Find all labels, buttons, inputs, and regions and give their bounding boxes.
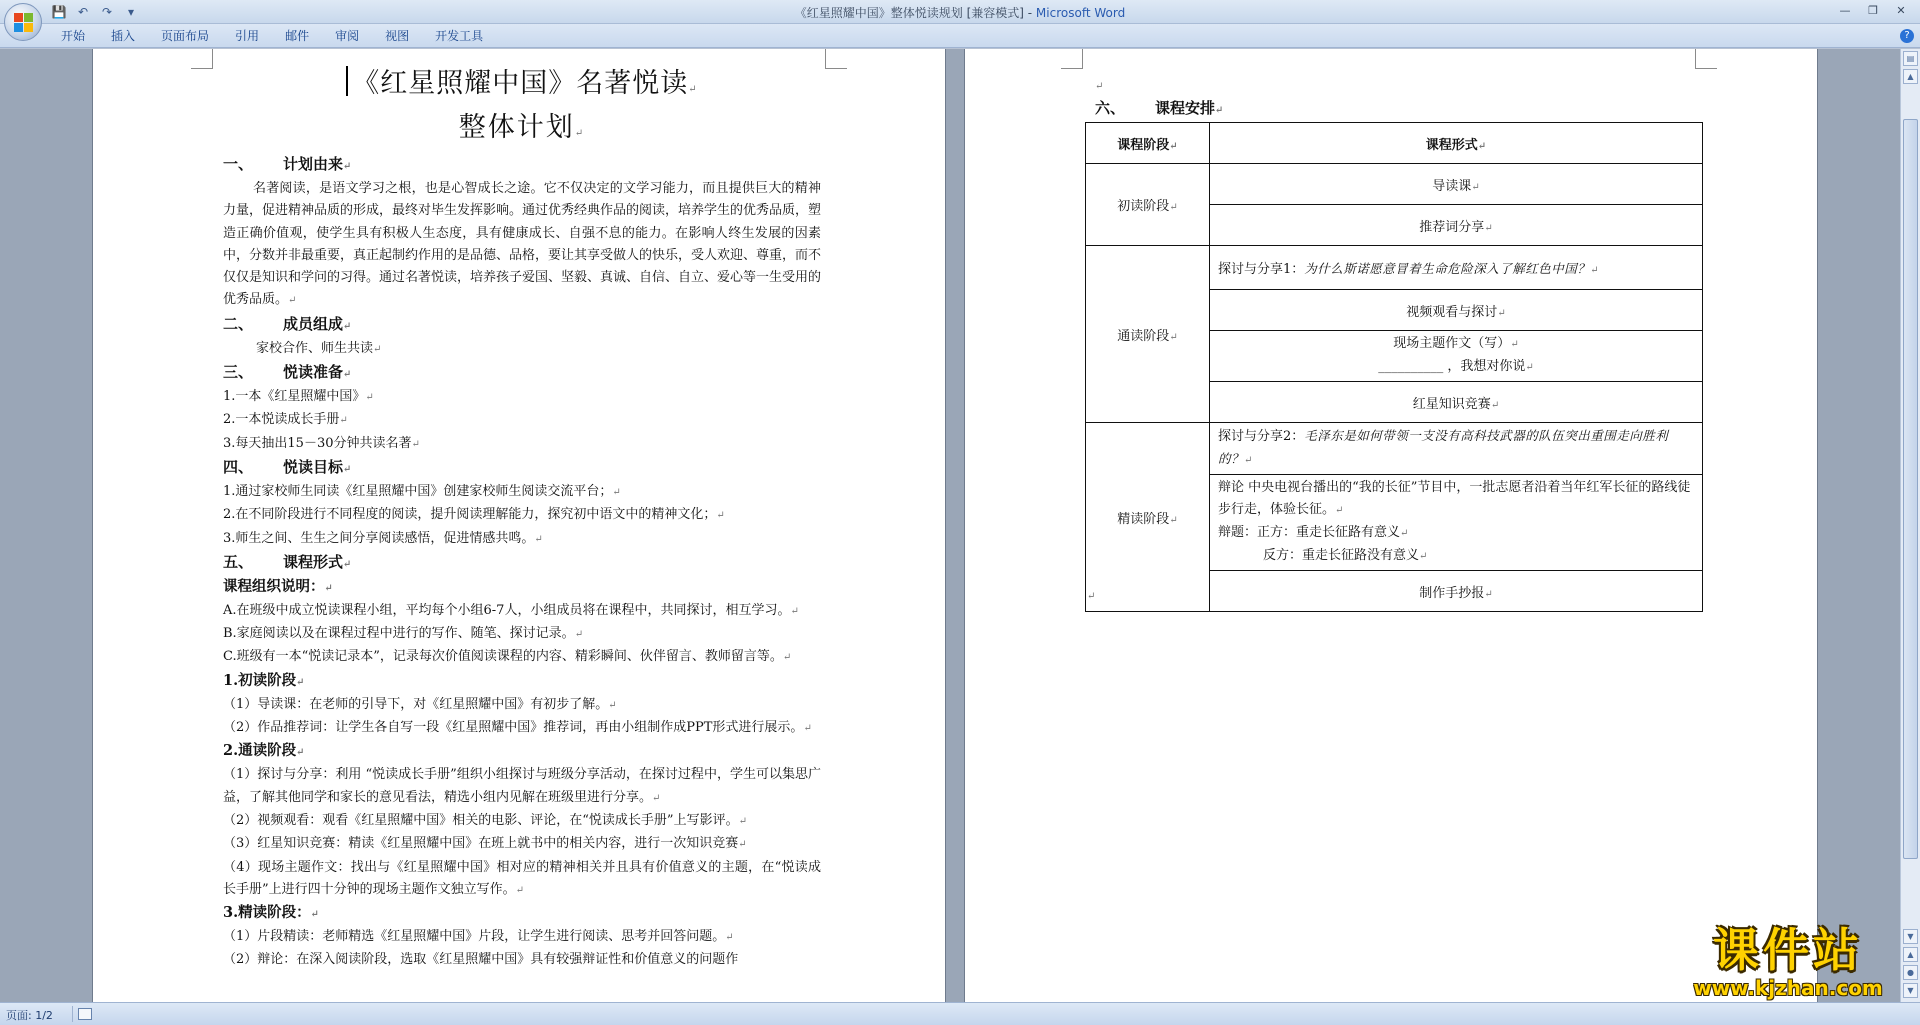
proofing-icon[interactable] xyxy=(78,1008,92,1020)
list-item: （1）探讨与分享：利用 “悦读成长手册”组织小组探讨与班级分享活动，在探讨过程中，学生可以集思广益，了解其他同学和家长的意见看法，精选小组内见解在班级里进行分享。↵ xyxy=(223,767,821,805)
list-item: 2.在不同阶段进行不同程度的阅读，提升阅读理解能力，探究初中语文中的精神文化；↵ xyxy=(223,507,725,523)
list-item: （2）视频观看：观看《红星照耀中国》相关的电影、评论，在“悦读成长手册”上写影评。↵ xyxy=(223,812,747,828)
document-workspace[interactable] xyxy=(0,49,1900,1002)
para-mark: ↵ xyxy=(738,839,747,851)
app-name: Microsoft Word xyxy=(1035,6,1126,20)
doc-title-line2: 整体计划↵ xyxy=(458,112,586,143)
tab-references[interactable]: 引用 xyxy=(235,29,260,43)
table-row xyxy=(1086,423,1703,475)
section-heading-2: 二、 成员组成↵ xyxy=(223,314,352,333)
para-mark: ↵ xyxy=(1490,399,1500,411)
tab-developer[interactable]: 开发工具 xyxy=(435,29,484,43)
para-mark: ↵ xyxy=(1400,528,1409,539)
para-mark: ↵ xyxy=(411,438,420,450)
list-item: 2.一本悦读成长手册↵ xyxy=(223,412,348,428)
ribbon xyxy=(0,24,1920,48)
table-cell[interactable]: 视频观看与探讨↵ xyxy=(1210,290,1703,331)
table-cell[interactable]: 导读课↵ xyxy=(1210,164,1703,205)
para-mark: ↵ xyxy=(310,909,320,921)
undo-icon[interactable]: ↶ xyxy=(77,5,89,19)
table-cell[interactable]: 制作手抄报↵ xyxy=(1210,571,1703,612)
para-mark: ↵ xyxy=(1471,181,1480,193)
next-page-button[interactable]: ▼ xyxy=(1903,983,1918,998)
scroll-thumb[interactable] xyxy=(1903,119,1918,859)
list-item: 1.通过家校师生同读《红星照耀中国》创建家校师生阅读交流平台；↵ xyxy=(223,483,621,499)
list-item: （4）现场主题作文：找出与《红星照耀中国》相对应的精神相关并且具有价值意义的主题，在“悦读成长手册”上进行四十分钟的现场主题作文独立写作。↵ xyxy=(223,859,821,897)
org-heading: 课程组织说明：↵ xyxy=(223,577,333,595)
para-mark: ↵ xyxy=(725,932,734,944)
status-divider xyxy=(72,1006,73,1022)
tab-view[interactable]: 视图 xyxy=(385,29,410,43)
para-mark: ↵ xyxy=(1484,222,1493,234)
para-mark: ↵ xyxy=(1169,202,1178,213)
table-cell[interactable]: 探讨与分享2：毛泽东是如何带领一支没有高科技武器的队伍突出重围走向胜利的？↵ xyxy=(1210,423,1703,475)
section-heading-5: 五、 课程形式↵ xyxy=(223,552,352,571)
watermark-url: www.kjzhan.com xyxy=(1693,976,1883,1000)
previous-page-button[interactable]: ▲ xyxy=(1903,947,1918,962)
scroll-down-button[interactable]: ▼ xyxy=(1903,929,1918,944)
text-cursor xyxy=(346,66,348,96)
list-item: 1.一本《红星照耀中国》↵ xyxy=(223,389,374,405)
para-mark: ↵ xyxy=(782,652,792,664)
para-mark: ↵ xyxy=(1095,81,1104,92)
list-item: B.家庭阅读以及在课程过程中进行的写作、随笔、探讨记录。↵ xyxy=(223,626,584,642)
para-mark: ↵ xyxy=(534,533,543,545)
para-mark: ↵ xyxy=(1477,140,1487,152)
page-1[interactable] xyxy=(92,49,946,1002)
window-title xyxy=(0,4,1920,21)
table-cell[interactable]: 推荐词分享↵ xyxy=(1210,205,1703,246)
para-mark: ↵ xyxy=(343,558,352,570)
para-mark: ↵ xyxy=(1510,339,1519,350)
section-heading-1: 一、 计划由来↵ xyxy=(223,155,352,173)
browse-object-button[interactable]: ● xyxy=(1903,965,1918,980)
para-mark: ↵ xyxy=(1484,588,1493,600)
stage-1-heading: 1.初读阶段↵ xyxy=(223,671,305,689)
stage-3-heading: 3.精读阶段：↵ xyxy=(223,904,320,922)
para-mark: ↵ xyxy=(1590,265,1599,276)
para-mark: ↵ xyxy=(688,84,698,95)
tab-insert[interactable]: 插入 xyxy=(111,29,136,43)
ribbon-tabs xyxy=(48,28,496,44)
list-item: A.在班级中成立悦读课程小组，平均每个小组6-7人，小组成员将在课程中，共同探讨，相互学习。↵ xyxy=(223,602,799,618)
tab-mailings[interactable]: 邮件 xyxy=(285,29,310,43)
para-mark: ↵ xyxy=(373,343,382,355)
help-icon[interactable]: ? xyxy=(1900,29,1914,43)
para-mark: ↵ xyxy=(574,629,584,641)
table-row xyxy=(1086,164,1703,205)
para-mark: ↵ xyxy=(515,884,525,896)
section-1-paragraph: 名著阅读，是语文学习之根，也是心智成长之途。它不仅决定的文学习能力，而且提供巨大的精神力量，促进精神品质的形成，最终对毕生发挥影响。通过优秀经典作品的阅读，培养学生的优秀品质，塑造正确价值观，使学生具有积极人生态度，具有健康成长、自强不息的能力。在影响人终生发展的因素中，分数并非最重要，真正起制约作用的是品德、品格，要让其享受做人的快乐，受人欢迎、尊重，而不仅仅是知识和学问的习得。通过名著悦读，培养孩子爱国、坚毅、真诚、自信、自立、爱心等一生受用的优秀品质。↵ xyxy=(223,181,822,308)
office-logo-icon xyxy=(14,13,34,33)
redo-icon[interactable]: ↷ xyxy=(101,5,113,19)
list-item: （2）辩论：在深入阅读阶段，选取《红星照耀中国》具有较强辩证性和价值意义的问题作 xyxy=(223,952,739,968)
ruler-toggle-icon[interactable]: ▤ xyxy=(1903,51,1918,66)
page-2[interactable] xyxy=(964,49,1818,1002)
table-header-stage[interactable]: 课程阶段↵ xyxy=(1086,123,1210,164)
para-mark: ↵ xyxy=(339,415,348,427)
para-mark: ↵ xyxy=(738,815,747,827)
para-mark: ↵ xyxy=(612,486,621,498)
para-mark: ↵ xyxy=(1169,514,1178,526)
table-cell[interactable]: 红星知识竞赛↵ xyxy=(1210,382,1703,423)
para-mark: ↵ xyxy=(1419,551,1428,562)
table-cell-stage-3[interactable]: 精读阶段↵ xyxy=(1086,423,1210,612)
list-item: （1）片段精读：老师精选《红星照耀中国》片段，让学生进行阅读、思考并回答问题。↵ xyxy=(223,929,734,945)
status-bar xyxy=(0,1002,1920,1025)
document-title: 《红星照耀中国》整体悦读规划 [兼容模式] - xyxy=(794,6,1036,20)
table-cell-stage-2[interactable]: 通读阶段↵ xyxy=(1086,246,1210,423)
customize-qat-icon[interactable]: ▾ xyxy=(127,5,135,19)
table-cell[interactable]: 辩论 中央电视台播出的“我的长征”节目中，一批志愿者沿着当年红军长征的路线徒步行走，体验长征。↵ 辩题：正方：重走长征路有意义↵ 反方：重走长征路没有意义↵ xyxy=(1210,475,1703,571)
schedule-table xyxy=(1085,122,1703,612)
para-mark: ↵ xyxy=(803,723,812,735)
para-mark: ↵ xyxy=(652,792,661,804)
section-heading-3: 三、 悦读准备↵ xyxy=(223,363,352,382)
margin-corner-tl xyxy=(1061,49,1083,69)
para-mark: ↵ xyxy=(574,128,586,139)
section-heading-6: 六、 课程安排↵ xyxy=(1095,99,1224,117)
list-item: （2）作品推荐词：让学生各自写一段《红星照耀中国》推荐词，再由小组制作成PPT形式进行展示。↵ xyxy=(223,720,812,736)
tab-page-layout[interactable]: 页面布局 xyxy=(161,29,210,43)
page-1-content xyxy=(223,65,821,972)
para-mark: ↵ xyxy=(296,676,305,688)
margin-corner-tr xyxy=(825,49,847,69)
para-mark: ↵ xyxy=(1169,140,1178,152)
margin-corner-tl xyxy=(191,49,213,69)
watermark-main-text: 课件站 xyxy=(1713,923,1863,977)
title-bar xyxy=(0,0,1920,24)
table-cell-stage-1[interactable]: 初读阶段↵ xyxy=(1086,164,1210,246)
para-mark: ↵ xyxy=(296,747,305,759)
list-item: 3.师生之间、生生之间分享阅读感悟，促进情感共鸣。↵ xyxy=(223,530,543,546)
margin-corner-tr xyxy=(1695,49,1717,69)
maximize-button[interactable]: ❐ xyxy=(1868,4,1878,17)
para-mark: ↵ xyxy=(1497,307,1506,319)
scroll-up-button[interactable]: ▲ xyxy=(1903,69,1918,84)
office-button[interactable] xyxy=(4,3,42,41)
close-button[interactable]: ✕ xyxy=(1896,4,1906,17)
save-icon[interactable]: 💾 xyxy=(51,5,67,19)
vertical-scrollbar[interactable] xyxy=(1900,49,1920,1002)
doc-title-line1: 《红星照耀中国》名著悦读↵ xyxy=(223,65,821,109)
window-controls xyxy=(1832,2,1914,19)
list-item: （3）红星知识竞赛：精读《红星照耀中国》在班上就书中的相关内容，进行一次知识竞赛↵ xyxy=(223,836,747,852)
para-mark: ↵ xyxy=(324,582,333,594)
para-mark: ↵ xyxy=(343,463,352,475)
para-mark: ↵ xyxy=(1335,505,1344,516)
para-mark: ↵ xyxy=(716,510,725,522)
para-mark: ↵ xyxy=(1087,591,1096,602)
para-mark: ↵ xyxy=(365,392,374,404)
page-count-status[interactable]: 页面: 1/2 xyxy=(6,1009,53,1022)
list-item: C.班级有一本“悦读记录本”，记录每次价值阅读课程的内容、精彩瞬间、伙伴留言、教师留言等。↵ xyxy=(223,649,792,665)
stage-2-heading: 2.通读阶段↵ xyxy=(223,742,305,760)
para-mark: ↵ xyxy=(608,699,617,711)
table-row xyxy=(1086,123,1703,164)
table-cell[interactable]: 现场主题作文（写）↵ __________ ，我想对你说↵ xyxy=(1210,331,1703,382)
list-item: （1）导读课：在老师的引导下，对《红星照耀中国》有初步了解。↵ xyxy=(223,696,617,712)
para-mark: ↵ xyxy=(288,295,297,307)
para-mark: ↵ xyxy=(343,369,352,381)
para-mark: ↵ xyxy=(343,161,352,172)
table-cell[interactable]: 探讨与分享1：为什么斯诺愿意冒着生命危险深入了解红色中国？↵ xyxy=(1210,246,1703,290)
para-mark: ↵ xyxy=(1169,331,1178,343)
section-heading-4: 四、 悦读目标↵ xyxy=(223,457,352,476)
para-mark: ↵ xyxy=(1244,455,1253,466)
table-header-form[interactable]: 课程形式↵ xyxy=(1210,123,1703,164)
list-item: 3.每天抽出15－30分钟共读名著↵ xyxy=(223,435,420,451)
table-row xyxy=(1086,246,1703,290)
section-2-paragraph: 家校合作、师生共读↵ xyxy=(256,340,382,356)
para-mark: ↵ xyxy=(1215,105,1224,116)
minimize-button[interactable]: — xyxy=(1839,4,1851,17)
para-mark: ↵ xyxy=(343,320,352,332)
para-mark: ↵ xyxy=(790,605,799,617)
para-mark: ↵ xyxy=(1525,362,1534,373)
tab-home[interactable]: 开始 xyxy=(61,29,86,43)
tab-review[interactable]: 审阅 xyxy=(335,29,360,43)
watermark-logo xyxy=(1668,924,1908,1002)
